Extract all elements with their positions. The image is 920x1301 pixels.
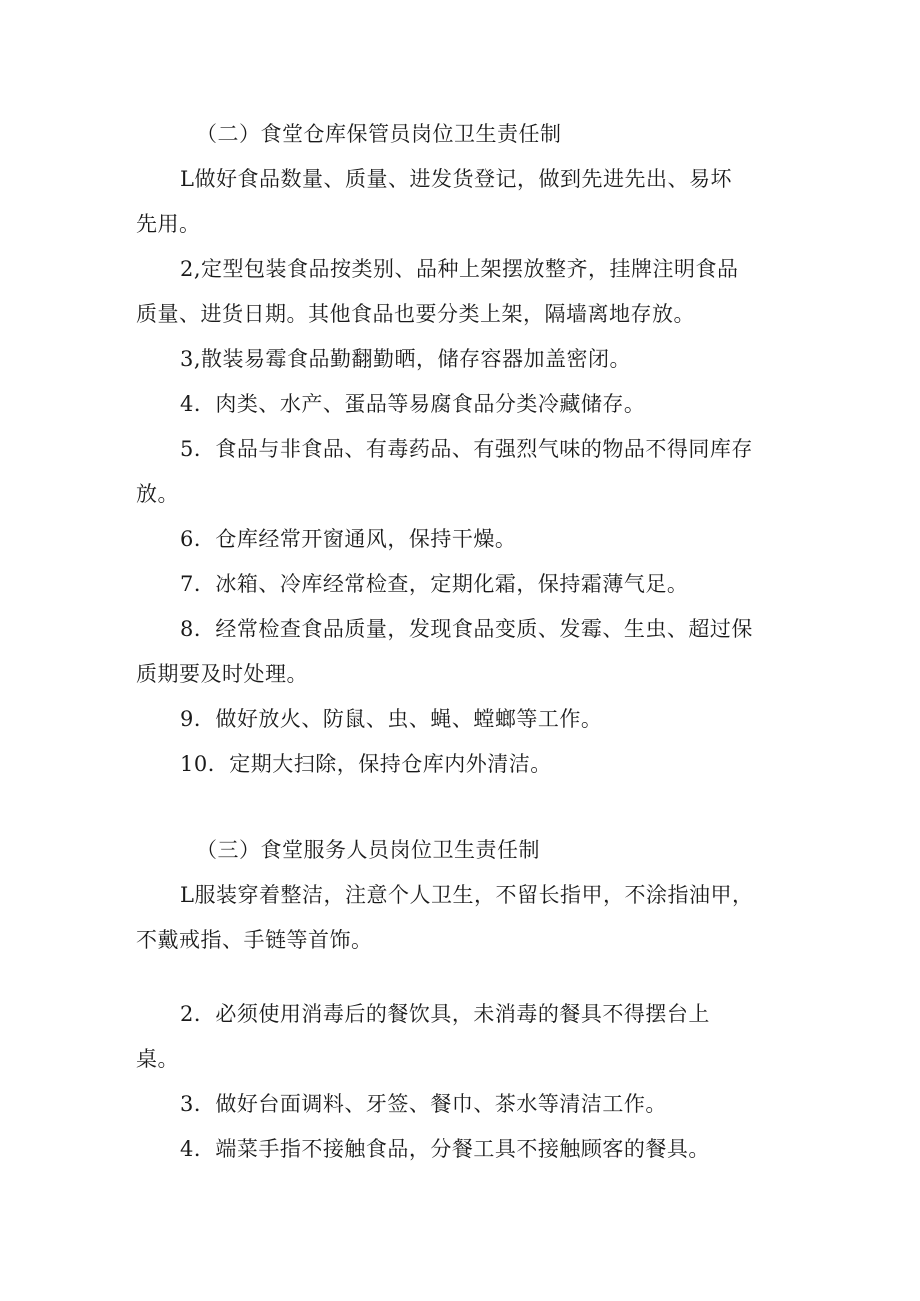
section2-item4: 4．肉类、水产、蛋品等易腐食品分类冷藏储存。 bbox=[180, 392, 646, 416]
section2-item6: 6．仓库经常开窗通风，保持干燥。 bbox=[180, 527, 517, 551]
section2-item8-line1: 8．经常检查食品质量，发现食品变质、发霉、生虫、超过保 bbox=[180, 617, 753, 641]
section2-item2-line1: 2,定型包装食品按类别、品种上架摆放整齐，挂牌注明食品 bbox=[180, 257, 739, 281]
section3-item3: 3．做好台面调料、牙签、餐巾、茶水等清洁工作。 bbox=[180, 1092, 667, 1116]
section2-item5-line1: 5．食品与非食品、有毒药品、有强烈气味的物品不得同库存 bbox=[180, 437, 753, 461]
section2-item5-line2: 放。 bbox=[136, 482, 179, 506]
section2-item10: 10．定期大扫除，保持仓库内外清洁。 bbox=[180, 752, 552, 776]
section2-item3: 3,散装易霉食品勤翻勤晒，储存容器加盖密闭。 bbox=[180, 347, 632, 371]
section3-item4: 4．端菜手指不接触食品，分餐工具不接触顾客的餐具。 bbox=[180, 1137, 710, 1161]
section2-item9: 9．做好放火、防鼠、虫、蝇、螳螂等工作。 bbox=[180, 707, 603, 731]
section3-item2-line2: 桌。 bbox=[136, 1047, 179, 1071]
section2-item1-line1: L做好食品数量、质量、进发货登记，做到先进先出、易坏 bbox=[180, 167, 732, 191]
section3-item2-line1: 2．必须使用消毒后的餐饮具，未消毒的餐具不得摆台上 bbox=[180, 1002, 710, 1026]
section3-item1-line2: 不戴戒指、手链等首饰。 bbox=[136, 928, 373, 952]
section2-heading: （二）食堂仓库保管员岗位卫生责任制 bbox=[196, 122, 562, 146]
section2-item8-line2: 质期要及时处理。 bbox=[136, 662, 308, 686]
section2-item2-line2: 质量、进货日期。其他食品也要分类上架，隔墙离地存放。 bbox=[136, 302, 695, 326]
section3-heading: （三）食堂服务人员岗位卫生责任制 bbox=[196, 838, 540, 862]
section2-item7: 7．冰箱、冷库经常检查，定期化霜，保持霜薄气足。 bbox=[180, 572, 689, 596]
section3-item1-line1: L服装穿着整洁，注意个人卫生，不留长指甲，不涂指油甲， bbox=[180, 883, 754, 907]
section2-item1-line2: 先用。 bbox=[136, 212, 201, 236]
